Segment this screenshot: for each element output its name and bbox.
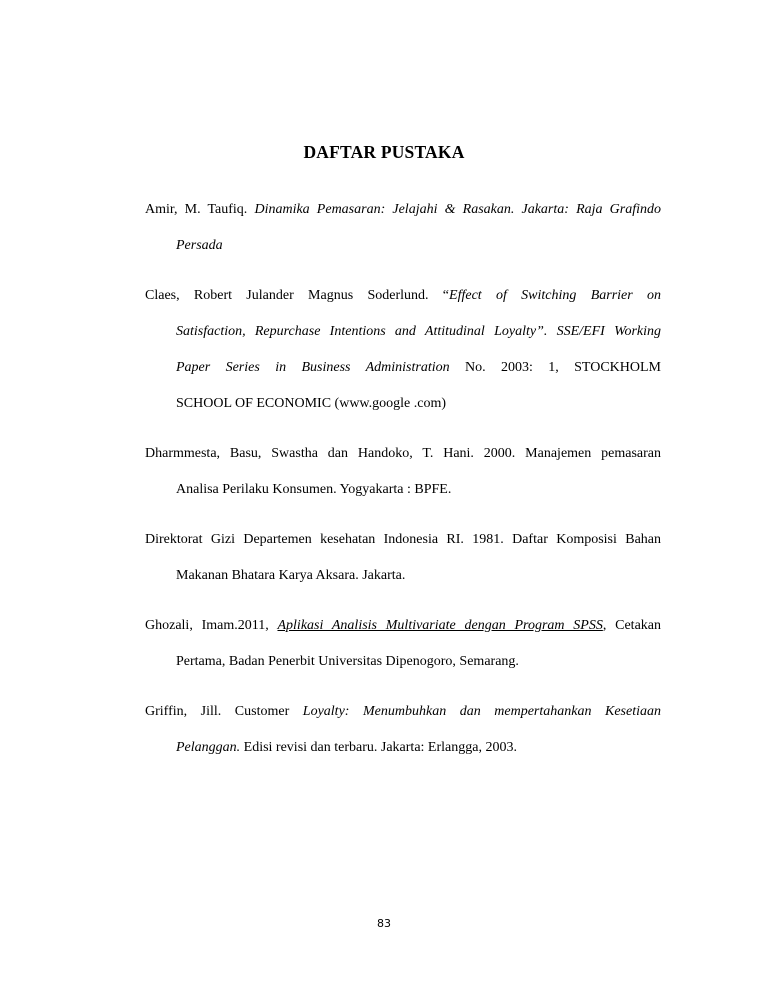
reference-text: Makanan Bhatara Karya Aksara. Jakarta. [176, 568, 406, 583]
reference-line [145, 192, 661, 228]
reference-list [145, 192, 661, 780]
reference-text: Griffin, Jill. Customer [145, 704, 303, 719]
reference-text: Effect of Switching Barrier on [449, 288, 661, 303]
reference-text: Pertama, Badan Penerbit Universitas Dipenogoro, Semarang. [176, 654, 519, 669]
reference-text: Satisfaction, Repurchase Intentions and Attitudinal Loyalty”. SSE/EFI Working [176, 324, 661, 339]
reference-entry [145, 694, 661, 766]
reference-text: Direktorat Gizi Departemen kesehatan Indonesia RI. 1981. Daftar Komposisi Bahan [145, 532, 661, 547]
page-number: 83 [377, 917, 391, 930]
reference-text: Pelanggan. [176, 740, 241, 755]
reference-text: Persada [176, 238, 223, 253]
reference-text: Aplikasi Analisis Multivariate dengan Program SPSS [277, 618, 603, 633]
reference-line [145, 730, 661, 766]
reference-line [145, 386, 661, 422]
reference-line [145, 472, 661, 508]
reference-entry [145, 192, 661, 264]
reference-text: Edisi revisi dan terbaru. Jakarta: Erlangga, 2003. [240, 740, 517, 755]
reference-line [145, 558, 661, 594]
reference-text: No. 2003: 1, STOCKHOLM [449, 360, 661, 375]
reference-line [145, 522, 661, 558]
reference-text: Paper Series in Business Administration [176, 360, 450, 375]
reference-line [145, 350, 661, 386]
reference-line [145, 644, 661, 680]
reference-line [145, 608, 661, 644]
reference-entry [145, 436, 661, 508]
reference-text: Loyalty: Menumbuhkan dan mempertahankan Kesetiaan [302, 704, 661, 719]
reference-line [145, 694, 661, 730]
reference-text: Dharmmesta, Basu, Swastha dan Handoko, T. Hani. 2000. Manajemen pemasaran [145, 446, 661, 461]
reference-text: Analisa Perilaku Konsumen. Yogyakarta : BPFE. [176, 482, 452, 497]
reference-line [145, 436, 661, 472]
reference-text: SCHOOL OF ECONOMIC (www.google .com) [176, 396, 447, 411]
reference-text: , Cetakan [602, 618, 661, 633]
reference-line [145, 228, 661, 264]
reference-entry [145, 608, 661, 680]
reference-text: Dinamika Pemasaran: Jelajahi & Rasakan. Jakarta: Raja Grafindo [254, 202, 661, 217]
reference-entry [145, 522, 661, 594]
reference-line [145, 314, 661, 350]
reference-text: Amir, M. Taufiq. [145, 202, 255, 217]
reference-text: Ghozali, Imam.2011, [145, 618, 278, 633]
page-title: DAFTAR PUSTAKA [303, 142, 465, 162]
reference-entry [145, 278, 661, 422]
reference-line [145, 278, 661, 314]
reference-text: Claes, Robert Julander Magnus Soderlund. “ [145, 288, 450, 303]
